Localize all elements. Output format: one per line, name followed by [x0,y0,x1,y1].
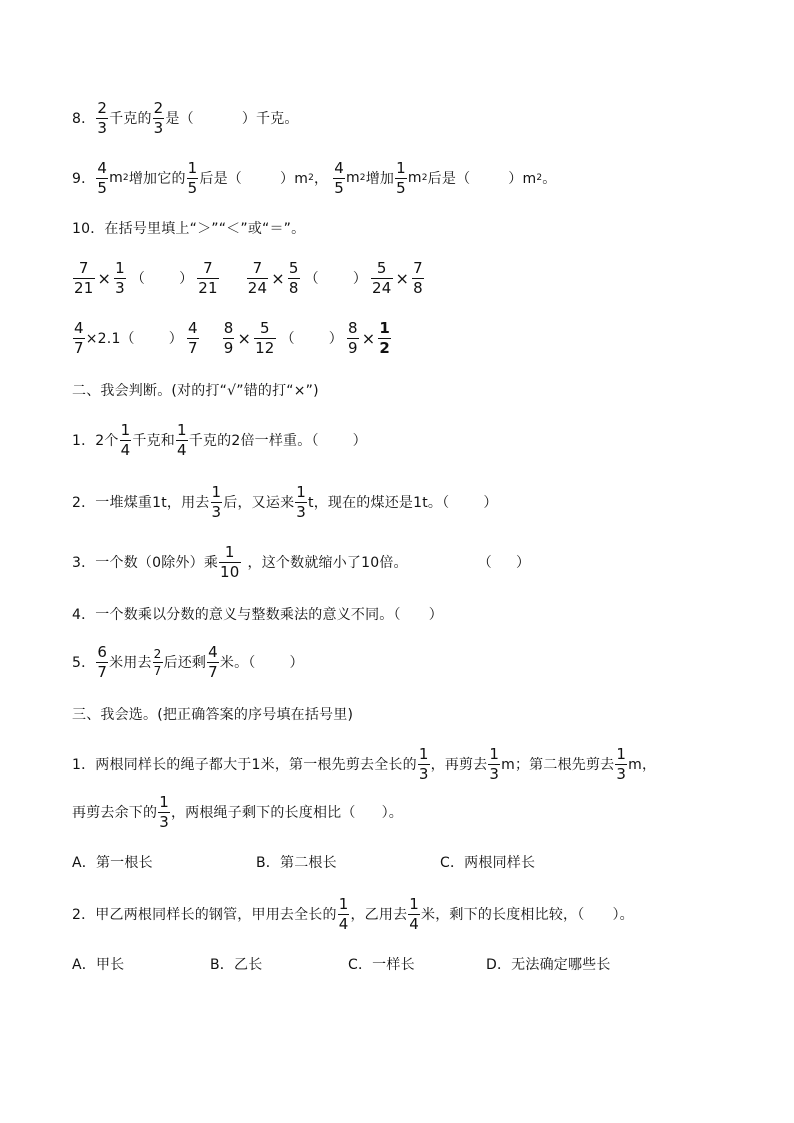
fraction: $\frac{7}{24}$ [247,258,268,297]
text: m [345,170,360,186]
text: ） [168,331,183,347]
fraction: $\frac{1}{3}$ [159,792,169,831]
choice-1-options [72,840,535,884]
fraction: $\frac{8}{9}$ [347,318,358,357]
judge-3 [72,540,530,584]
text: m， [628,757,657,773]
fraction: $\frac{5}{12}$ [255,318,275,357]
option-d[interactable]: D．无法确定哪些长 [486,957,611,973]
superscript: 2 [536,173,543,183]
times-sign: × [97,268,112,288]
text: 是（ [165,111,194,127]
fraction: $\frac{1}{5}$ [187,158,198,197]
text: ×2.1（ [85,331,135,347]
fraction: $\frac{2}{3}$ [97,98,108,137]
fraction: $\frac{1}{3}$ [418,744,429,783]
fraction: $\frac{7}{8}$ [413,258,423,297]
fraction: $\frac{1}{4}$ [176,420,187,459]
text: 2．甲乙两根同样长的钢管，甲用去全长的 [72,907,337,923]
question-10 [72,206,305,250]
judge-5 [72,640,304,684]
text: 再剪去余下的 [72,805,158,821]
text: ）。 [381,805,403,821]
text: m；第二根先剪去 [501,757,615,773]
text: （ [280,331,295,347]
text: 米，剩下的长度相比较，（ [421,907,585,923]
choice-1-line-2 [72,790,403,834]
text: 千克的2倍一样重。（ [188,433,319,449]
section-title: 三、我会选。(把正确答案的序号填在括号里) [72,707,354,723]
fraction: $\frac{6}{7}$ [97,642,108,681]
text: ）。 [612,907,634,923]
text: 1．两根同样长的绳子都大于1米，第一根先剪去全长的 [72,757,417,773]
superscript: 2 [359,173,366,183]
fraction: $\frac{4}{5}$ [97,158,108,197]
question-text: 10．在括号里填上“＞”“＜”或“＝”。 [72,221,306,237]
text: ） [352,433,367,449]
text: 5． [72,655,96,671]
text: ， [314,171,329,187]
text: （ [130,271,146,287]
text: ）m [508,171,537,187]
text: ，两根绳子剩下的长度相比（ [170,805,356,821]
text: ） [179,271,194,287]
question-9 [72,156,556,200]
fraction: $\frac{1}{4}$ [409,894,420,933]
text: 1．2个 [72,433,119,449]
question-8 [72,96,299,140]
fraction: $\frac{1}{4}$ [120,420,131,459]
judge-2 [72,480,498,524]
choice-2-options [72,942,611,986]
fraction: $\frac{5}{8}$ [288,258,299,297]
text: 后是（ [199,171,243,187]
question-number: 8． [72,111,96,127]
fraction: $\frac{2}{7}$ [153,646,162,678]
text: ）千克。 [241,111,299,127]
fraction: $\frac{1}{2}$ [379,318,390,357]
text: ，这个数就缩小了10倍。 [247,555,408,571]
fraction: $\frac{4}{5}$ [334,158,344,197]
text: ） [352,271,368,287]
fraction: $\frac{1}{4}$ [338,894,349,933]
superscript: 2 [421,173,428,183]
text: 2．一堆煤重1t，用去 [72,495,210,511]
section-3-title [72,692,353,736]
text: ） [289,655,304,671]
text: 后是（ [427,171,471,187]
section-2-title [72,368,319,412]
text: t，现在的煤还是1t。（ [308,495,450,511]
text: ，再剪去 [430,757,488,773]
text: ） [428,607,443,623]
text: 千克的 [109,111,152,127]
fraction: $\frac{1}{3}$ [296,482,307,521]
text: （ [304,271,319,287]
text: 3．一个数（0除外）乘 [72,555,219,571]
text: 米用去 [109,655,152,671]
text: 后，又运来 [223,495,295,511]
compare-row-2 [72,316,392,360]
text: ） [515,555,531,571]
times-sign: × [361,328,376,348]
text: 后还剩 [163,655,207,671]
fraction: $\frac{8}{9}$ [223,318,234,357]
fraction: $\frac{7}{21}$ [198,258,218,297]
fraction: $\frac{1}{3}$ [489,744,500,783]
option-b[interactable]: B．乙长 [210,957,263,973]
superscript: 2 [308,173,314,183]
times-sign: × [271,268,285,288]
text: 千克和 [132,433,175,449]
fraction: $\frac{4}{7}$ [187,318,198,357]
option-c[interactable]: C．一样长 [348,957,415,973]
choice-1-line-1 [72,742,656,786]
superscript: 2 [122,173,129,183]
compare-row-1 [72,256,425,300]
text: ） [483,495,498,511]
option-b[interactable]: B．第二根长 [256,855,337,871]
times-sign: × [237,328,252,348]
times-sign: × [395,268,410,288]
text: ，乙用去 [350,907,408,923]
question-number: 9． [72,171,96,187]
fraction: $\frac{1}{10}$ [220,542,240,581]
fraction: $\frac{2}{3}$ [153,98,164,137]
text: 增加它的 [128,171,186,187]
text: ） [328,331,343,347]
text: m [109,170,123,186]
fraction: $\frac{5}{24}$ [372,258,392,297]
fraction: $\frac{1}{5}$ [396,158,406,197]
text: 增加 [365,171,395,187]
option-a[interactable]: A．甲长 [72,957,125,973]
option-a[interactable]: A．第一根长 [72,855,153,871]
choice-2-line-1 [72,892,634,936]
fraction: $\frac{4}{7}$ [74,318,84,357]
option-c[interactable]: C．两根同样长 [440,855,536,871]
section-title: 二、我会判断。(对的打“√”错的打“×”) [72,383,319,399]
fraction: $\frac{1}{3}$ [616,744,627,783]
text: （ [477,555,492,571]
text: 4．一个数乘以分数的意义与整数乘法的意义不同。（ [72,607,401,623]
fraction: $\frac{1}{3}$ [115,258,125,297]
text: 米。（ [219,655,256,671]
fraction: $\frac{4}{7}$ [208,642,218,681]
text: 。 [542,171,557,187]
judge-4 [72,592,443,636]
text: m [407,170,422,186]
text: ）m [280,171,309,187]
fraction: $\frac{7}{21}$ [74,258,94,297]
fraction: $\frac{1}{3}$ [211,482,222,521]
judge-1 [72,418,367,462]
